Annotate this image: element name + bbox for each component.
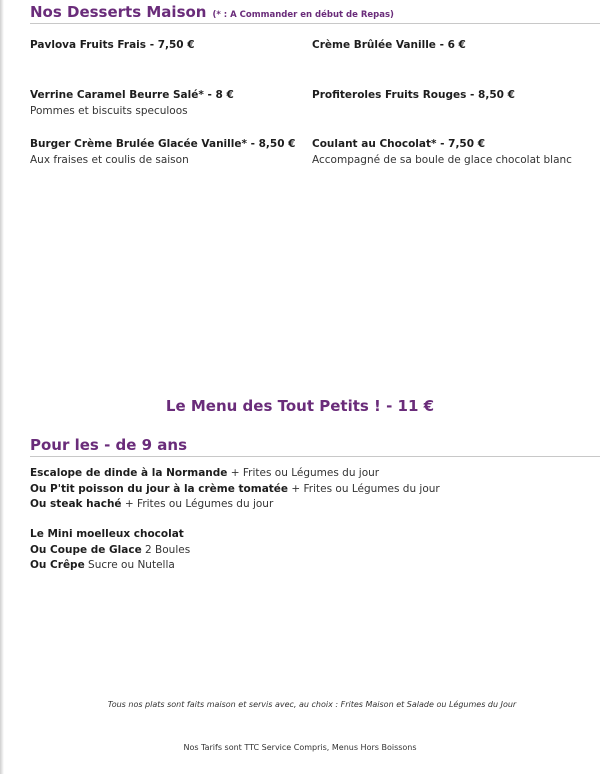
kids-main-item bbox=[30, 497, 440, 513]
kids-main-name: Escalope de dinde à la Normande bbox=[30, 467, 228, 479]
kids-dessert-item bbox=[30, 527, 190, 543]
kids-main-item bbox=[30, 482, 440, 498]
dessert-description: Accompagné de sa boule de glace chocolat blanc bbox=[312, 154, 572, 166]
dessert-name: Burger Crème Brulée Glacée Vanille* - 8,50 € bbox=[30, 138, 296, 150]
kids-main-side: + Frites ou Légumes du jour bbox=[124, 498, 274, 510]
kids-age-heading: Pour les - de 9 ans bbox=[30, 436, 188, 454]
dessert-item-pavlova bbox=[30, 38, 315, 52]
dessert-item-profiteroles bbox=[312, 88, 597, 102]
dessert-item-coulant bbox=[312, 137, 597, 167]
kids-main-item bbox=[30, 466, 440, 482]
dessert-item-verrine bbox=[30, 88, 315, 118]
desserts-divider bbox=[30, 23, 600, 24]
desserts-order-note: (* : A Commander en début de Repas) bbox=[212, 10, 394, 20]
dessert-description: Aux fraises et coulis de saison bbox=[30, 154, 189, 166]
dessert-name: Verrine Caramel Beurre Salé* - 8 € bbox=[30, 89, 234, 101]
page-edge-shadow bbox=[0, 0, 4, 774]
dessert-description: Pommes et biscuits speculoos bbox=[30, 105, 188, 117]
dessert-name: Crème Brûlée Vanille - 6 € bbox=[312, 39, 466, 51]
footer-sides-note: Tous nos plats sont faits maison et servis avec, au choix : Frites Maison et Salade ou Légumes du Jour bbox=[107, 700, 517, 709]
kids-divider bbox=[30, 456, 600, 457]
kids-dessert-item bbox=[30, 558, 190, 574]
kids-dessert-item bbox=[30, 543, 190, 559]
dessert-name: Pavlova Fruits Frais - 7,50 € bbox=[30, 39, 195, 51]
dessert-name: Coulant au Chocolat* - 7,50 € bbox=[312, 138, 486, 150]
kids-main-side: + Frites ou Légumes du jour bbox=[291, 482, 440, 495]
footer-pricing-note: Nos Tarifs sont TTC Service Compris, Menus Hors Boissons bbox=[183, 743, 417, 752]
kids-mains-list bbox=[30, 466, 440, 513]
kids-dessert-option: 2 Boules bbox=[145, 543, 191, 556]
kids-main-name: Ou P'tit poisson du jour à la crème tomatée bbox=[30, 482, 289, 495]
kids-dessert-name: Le Mini moelleux chocolat bbox=[30, 528, 184, 540]
kids-main-name: Ou steak haché bbox=[30, 498, 122, 510]
desserts-header bbox=[30, 3, 394, 21]
kids-desserts-list bbox=[30, 527, 190, 574]
kids-dessert-name: Ou Crêpe bbox=[30, 559, 85, 571]
dessert-name: Profiteroles Fruits Rouges - 8,50 € bbox=[312, 89, 515, 101]
dessert-item-burger-creme-brulee bbox=[30, 137, 315, 167]
kids-dessert-option: Sucre ou Nutella bbox=[88, 559, 175, 571]
kids-dessert-name: Ou Coupe de Glace bbox=[30, 543, 142, 556]
dessert-item-creme-brulee bbox=[312, 38, 597, 52]
kids-main-side: + Frites ou Légumes du jour bbox=[230, 467, 380, 479]
kids-menu-title: Le Menu des Tout Petits ! - 11 € bbox=[165, 397, 435, 415]
desserts-title: Nos Desserts Maison bbox=[30, 3, 207, 21]
